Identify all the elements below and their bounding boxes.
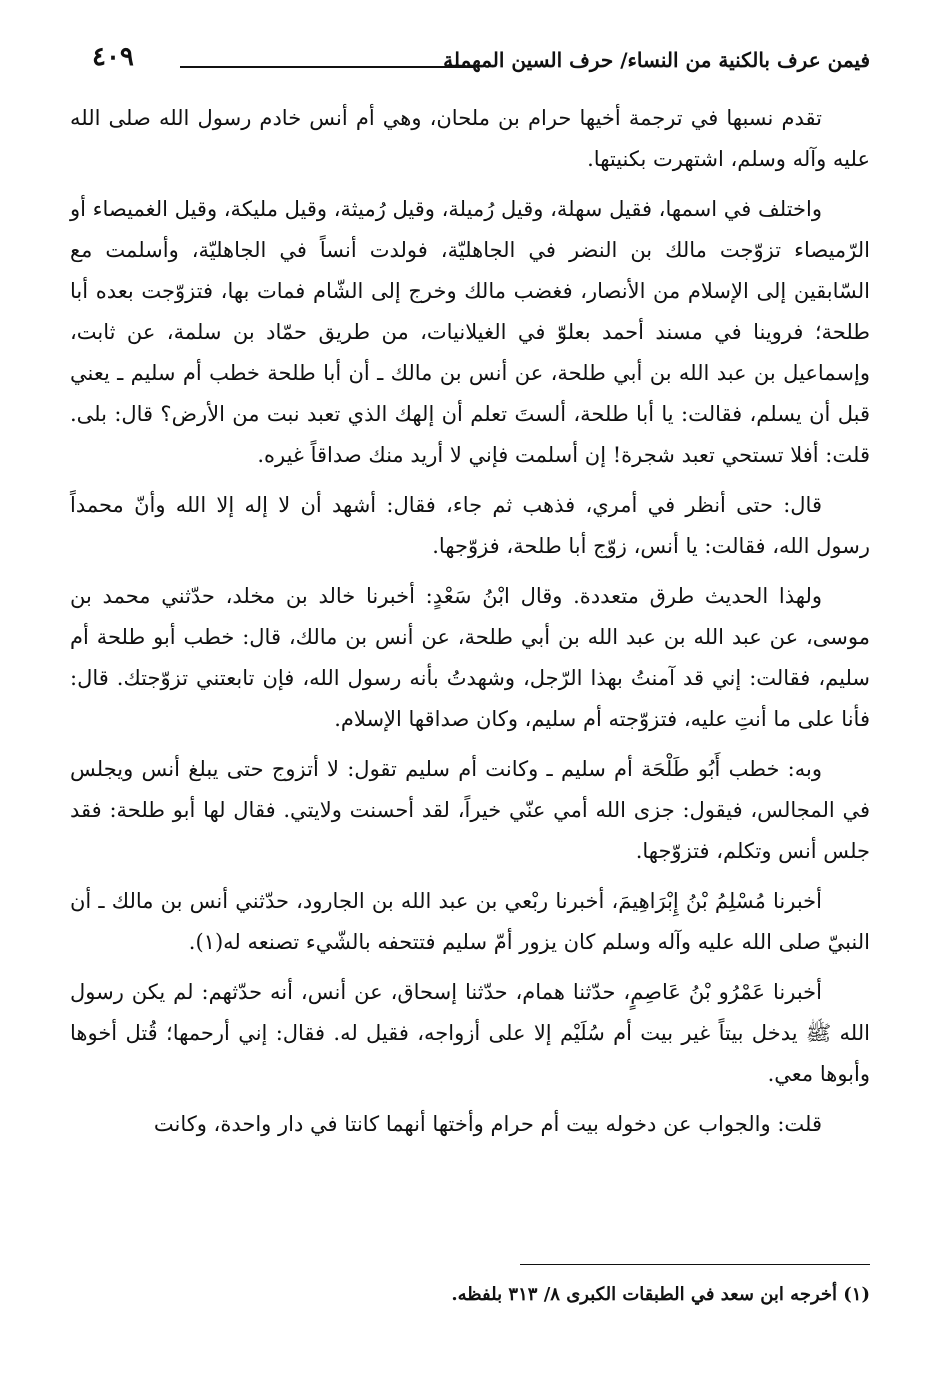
paragraph-5: وبه: خطب أَبُو طَلْحَة أم سليم ـ وكانت أم سليم تقول: لا أتزوج حتى يبلغ أنس ويجلس في المجالس، فيقول: جزى الله أمي عنّي خيراً، لقد أحسنت ولايتي. فقال لها أبو طلحة: فقد جلس أنس وتكلم، فتزوّجها. — [70, 757, 870, 863]
page-body — [70, 98, 870, 1154]
running-head — [70, 42, 870, 82]
page-number: ٤٠٩ — [92, 42, 134, 72]
paragraph-8: قلت: والجواب عن دخوله بيت أم حرام وأختها أنهما كانتا في دار واحدة، وكانت — [153, 1112, 822, 1136]
footnote: (١) أخرجه ابن سعد في الطبقات الكبرى ٨/ ٣١٣ بلفظه. — [451, 1284, 870, 1305]
paragraph-3: قال: حتى أنظر في أمري، فذهب ثم جاء، فقال: أشهد أن لا إله إلا الله وأنّ محمداً رسول الله، فقالت: يا أنس، زوّج أبا طلحة، فزوّجها. — [70, 493, 870, 558]
paragraph-7: أخبرنا عَمْرُو بْنُ عَاصِمٍ، حدّثنا همام، حدّثنا إسحاق، عن أنس، أنه حدّثهم: لم يكن رسول الله ﷺ يدخل بيتاً غير بيت أم سُلَيْم إلا على أزواجه، فقيل له. فقال: إني أرحمها؛ قُتل أخوها وأبوها معي. — [70, 980, 870, 1086]
book-page — [70, 28, 870, 1368]
paragraph-6: أخبرنا مُسْلِمُ بْنُ إِبْرَاهِيمَ، أخبرنا ربْعي بن عبد الله بن الجارود، حدّثني أنس بن مالك ـ أن النبيّ صلى الله عليه وآله وسلم كان يزور أمّ سليم فتتحفه بالشّيء تصنعه له(١). — [70, 889, 870, 954]
running-title: فيمن عرف بالكنية من النساء/ حرف السين المهملة — [443, 48, 870, 72]
footnote-rule — [520, 1264, 870, 1265]
header-rule — [180, 66, 475, 68]
paragraph-4: ولهذا الحديث طرق متعددة. وقال ابْنُ سَعْدٍ: أخبرنا خالد بن مخلد، حدّثني محمد بن موسى، عن عبد الله بن عبد الله بن أبي طلحة، عن أنس بن مالك، قال: خطب أبو طلحة أم سليم، فقالت: إني قد آمنتُ بهذا الرّجل، وشهدتُ بأنه رسول الله، فإن تابعتني تزوّجتك. قال: فأنا على ما أنتِ عليه، فتزوّجته أم سليم، وكان صداقها الإسلام. — [70, 584, 870, 731]
paragraph-2: واختلف في اسمها، فقيل سهلة، وقيل رُميلة، وقيل رُميثة، وقيل مليكة، وقيل الغميصاء أو الرّميصاء تزوّجت مالك بن النضر في الجاهليّة، فولدت أنساً في الجاهليّة، وأسلمت مع السّابقين إلى الإسلام من الأنصار، فغضب مالك وخرج إلى الشّام فمات بها، فتزوّجت بعده أبا طلحة؛ فروينا في مسند أحمد بعلوّ في الغيلانيات، من طريق حمّاد بن سلمة، عن ثابت، وإسماعيل بن عبد الله بن أبي طلحة، عن أنس بن مالك ـ أن أبا طلحة خطب أم سليم ـ يعني قبل أن يسلم، فقالت: يا أبا طلحة، ألستَ تعلم أن إلهك الذي تعبد نبت من الأرض؟ قال: بلى. قلت: أفلا تستحي تعبد شجرة! إن أسلمت فإني لا أريد منك صداقاً غيره. — [70, 197, 870, 467]
paragraph-1: تقدم نسبها في ترجمة أخيها حرام بن ملحان، وهي أم أنس خادم رسول الله صلى الله عليه وآله وسلم، اشتهرت بكنيتها. — [70, 106, 870, 171]
